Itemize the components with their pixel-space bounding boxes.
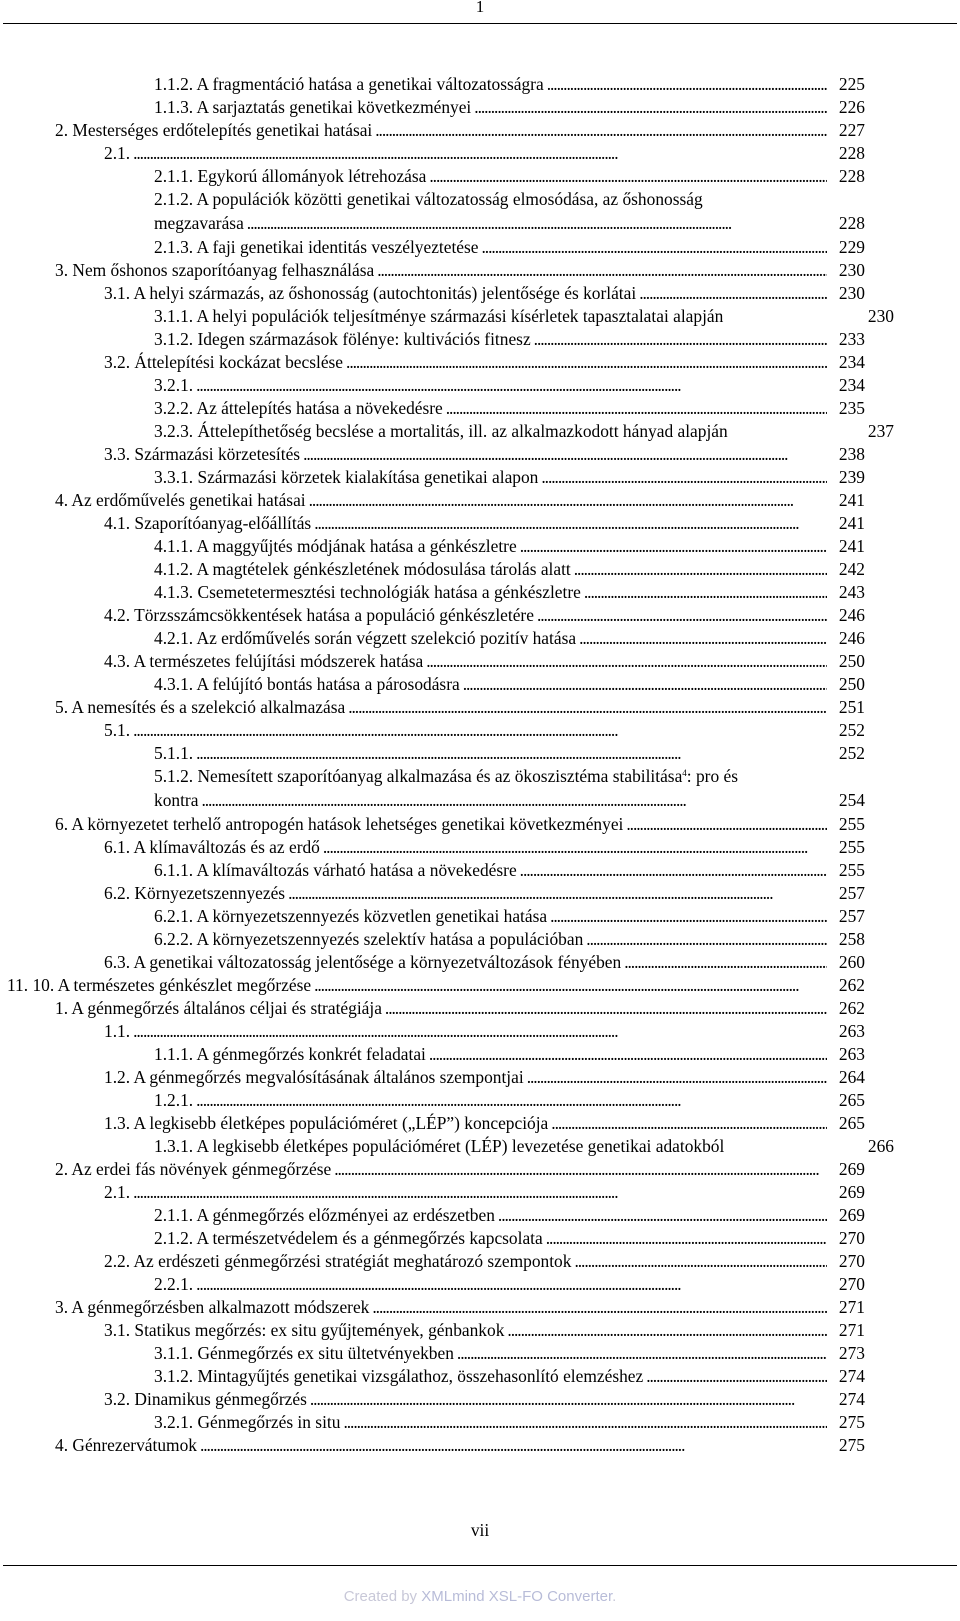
- toc-page-number: 246: [838, 628, 865, 648]
- toc-page-number: 262: [838, 998, 865, 1018]
- toc-entry[interactable]: [55, 1157, 865, 1181]
- toc-entry[interactable]: [154, 373, 865, 397]
- dot-leader: [130, 141, 827, 165]
- toc-page-number: 226: [838, 97, 865, 117]
- toc-entry-line: [154, 211, 865, 235]
- toc-page-number: 271: [838, 1297, 865, 1317]
- toc-entry[interactable]: [154, 465, 865, 489]
- dot-leader: [517, 534, 827, 558]
- toc-entry[interactable]: [154, 327, 865, 351]
- toc-entry[interactable]: [154, 1364, 865, 1388]
- toc-entry[interactable]: [154, 1042, 865, 1066]
- toc-entry[interactable]: [154, 858, 865, 882]
- toc-entry-title: 1. A génmegőrzés általános céljai és stratégiája: [55, 998, 382, 1018]
- toc-entry-title: 6.1.1. A klímaváltozás várható hatása a növekedésre: [154, 860, 517, 880]
- toc-entry[interactable]: [7, 973, 865, 997]
- toc-entry[interactable]: [154, 580, 865, 604]
- toc-entry-title: 3.2. Áttelepítési kockázat becslése: [104, 352, 344, 372]
- toc-page-number: 255: [838, 837, 865, 857]
- dot-leader: [343, 350, 827, 374]
- toc-entry[interactable]: [154, 1203, 865, 1227]
- toc-entry-title: kontra: [154, 790, 199, 810]
- toc-entry-title: 2.2.1.: [154, 1274, 194, 1294]
- toc-entry-title: 2.1.1. Egykorú állományok létrehozása: [154, 166, 427, 186]
- toc-entry-title: 3.2.1.: [154, 375, 194, 395]
- header-rule: [3, 23, 957, 24]
- toc-page-number: 230: [838, 283, 865, 303]
- dot-leader: [320, 835, 827, 859]
- toc-page-number: 239: [838, 467, 865, 487]
- toc-entry-title: 4.2. Törzsszámcsökkentések hatása a populáció génkészletére: [104, 605, 534, 625]
- toc-page-number: 228: [838, 213, 865, 233]
- toc-entry-title: 1.3. A legkisebb életképes populációméret („LÉP”) koncepciója: [104, 1113, 549, 1133]
- dot-leader: [443, 396, 827, 420]
- dot-leader: [548, 1111, 827, 1135]
- dot-leader: [581, 580, 827, 604]
- toc-entry-title: 6.2.1. A környezetszennyezés közvetlen genetikai hatása: [154, 906, 548, 926]
- dot-leader: [340, 1410, 827, 1434]
- toc-entry[interactable]: [154, 187, 865, 235]
- toc-page-number: 233: [838, 329, 865, 349]
- toc-entry-title: 2. Mesterséges erdőtelepítés genetikai hatásai: [55, 120, 373, 140]
- dot-leader: [643, 1364, 827, 1388]
- dot-leader: [426, 164, 827, 188]
- toc-entry-title: 1.1.: [104, 1021, 131, 1041]
- dot-leader: [130, 718, 827, 742]
- toc-page-number: 250: [838, 651, 865, 671]
- toc-entry-title: 2.1.3. A faji genetikai identitás veszélyeztetése: [154, 237, 479, 257]
- dot-leader: [307, 1387, 827, 1411]
- toc-entry-title: 4.1.1. A maggyűjtés módjának hatása a génkészletre: [154, 536, 517, 556]
- toc-page-number: 241: [838, 513, 865, 533]
- toc-entry-title: 5.1.2. Nemesített szaporítóanyag alkalmazása és az ökoszisztéma stabilitása: [154, 766, 683, 786]
- toc-page-number: 255: [838, 814, 865, 834]
- dot-leader: [538, 465, 827, 489]
- toc-entry[interactable]: [55, 488, 865, 512]
- toc-entry[interactable]: [154, 741, 865, 765]
- dot-leader: [534, 603, 827, 627]
- page-footer-number: vii: [470, 1520, 490, 1540]
- dot-leader: [621, 950, 827, 974]
- dot-leader: [300, 442, 827, 466]
- toc-entry-title: 2. Az erdei fás növények génmegőrzése: [55, 1159, 332, 1179]
- toc-entry-title: 3.1. Statikus megőrzés: ex situ gyűjtemények, génbankok: [104, 1320, 505, 1340]
- toc-page-number: 274: [838, 1389, 865, 1409]
- dot-leader: [369, 1295, 827, 1319]
- toc-page-number: 229: [838, 237, 865, 257]
- toc-page-number: 260: [838, 952, 865, 972]
- toc-entry-title: 3.1.1. A helyi populációk teljesítménye származási kísérletek tapasztalatai alapján: [154, 306, 724, 326]
- toc-entry-title: 4.1. Szaporítóanyag-előállítás: [104, 513, 312, 533]
- toc-page-number: 254: [838, 790, 865, 810]
- toc-entry[interactable]: [154, 927, 865, 951]
- dot-leader: [130, 1180, 827, 1204]
- dot-leader: [285, 881, 827, 905]
- toc-entry[interactable]: [104, 1111, 865, 1135]
- dot-leader: [495, 1203, 827, 1227]
- toc-entry-title: 4.2.1. Az erdőművelés során végzett szelekció pozitív hatása: [154, 628, 577, 648]
- toc-entry-title: 4.1.2. A magtételek génkészletének módosulása tárolás alatt: [154, 559, 571, 579]
- toc-entry[interactable]: [154, 1410, 865, 1434]
- toc-entry-title: 1.2.1.: [154, 1090, 194, 1110]
- dot-leader: [198, 788, 827, 812]
- toc-entry-title: 3.1.2. Mintagyűjtés genetikai vizsgálathoz, összehasonlító elemzéshez: [154, 1366, 644, 1386]
- toc-page-number: 257: [838, 883, 865, 903]
- toc-page-number: 270: [838, 1228, 865, 1248]
- toc-page-number: 264: [838, 1067, 865, 1087]
- toc-entry-title: 1.1.3. A sarjaztatás genetikai következményei: [154, 97, 472, 117]
- toc-entry[interactable]: [104, 1318, 865, 1342]
- toc-entry-title: 3. A génmegőrzésben alkalmazott módszerek: [55, 1297, 370, 1317]
- toc-entry-line: [154, 764, 865, 788]
- toc-entry[interactable]: [104, 350, 865, 374]
- toc-entry[interactable]: [154, 1134, 894, 1158]
- toc-page-number: 269: [838, 1205, 865, 1225]
- footnote-marker: 4: [682, 768, 687, 778]
- toc-page-number: 255: [838, 860, 865, 880]
- toc-entry-title: 6.1. A klímaváltozás és az erdő: [104, 837, 320, 857]
- dot-leader: [374, 258, 827, 282]
- dot-leader: [544, 72, 827, 96]
- dot-leader: [193, 373, 827, 397]
- toc-entry-title: 4. Az erdőművelés genetikai hatásai: [55, 490, 306, 510]
- toc-entry-title: 3.2.3. Áttelepíthetőség becslése a mortalitás, ill. az alkalmazkodott hányad alapján: [154, 421, 728, 441]
- toc-page-number: 227: [838, 120, 865, 140]
- toc-page-number: 241: [838, 490, 865, 510]
- dot-leader: [193, 741, 827, 765]
- dot-leader: [576, 626, 827, 650]
- toc-entry-title: 6. A környezetet terhelő antropogén hatások lehetséges genetikai következményei: [55, 814, 624, 834]
- toc-entry-title: 4. Génrezervátumok: [55, 1435, 197, 1455]
- credit-brand: XMLmind XSL-FO Converter: [421, 1588, 613, 1605]
- toc-page-number: 269: [838, 1159, 865, 1179]
- toc-entry-title: 3.1. A helyi származás, az őshonosság (autochtonitás) jelentősége és korlátai: [104, 283, 637, 303]
- toc-entry[interactable]: [154, 396, 865, 420]
- toc-page-number: 270: [838, 1274, 865, 1294]
- toc-entry[interactable]: [154, 1272, 865, 1296]
- toc-entry-title: 4.3.1. A felújító bontás hatása a párosodásra: [154, 674, 460, 694]
- toc-page-number: 263: [838, 1044, 865, 1064]
- toc-page-number: 225: [838, 74, 865, 94]
- toc-page-number: 241: [838, 536, 865, 556]
- toc-page-number: 266: [867, 1136, 894, 1156]
- toc-entry-line: [154, 187, 865, 211]
- dot-leader: [636, 281, 827, 305]
- toc-entry[interactable]: [154, 1341, 865, 1365]
- dot-leader: [311, 511, 827, 535]
- dot-leader: [193, 1088, 827, 1112]
- dot-leader: [547, 904, 827, 928]
- toc-entry-title: 1.3.1. A legkisebb életképes populációméret (LÉP) levezetése genetikai adatokból: [154, 1136, 725, 1156]
- toc-page-number: 228: [838, 166, 865, 186]
- toc-page-number: 274: [838, 1366, 865, 1386]
- toc-page-number: 242: [838, 559, 865, 579]
- toc-entry[interactable]: [104, 281, 865, 305]
- toc-page-number: 252: [838, 720, 865, 740]
- toc-entry[interactable]: [104, 1387, 865, 1411]
- toc-entry-title: 5.1.: [104, 720, 131, 740]
- dot-leader: [306, 488, 827, 512]
- toc-page-number: 237: [867, 421, 894, 441]
- toc-entry[interactable]: [104, 442, 865, 466]
- toc-page-number: 234: [838, 375, 865, 395]
- toc-page-number: 271: [838, 1320, 865, 1340]
- toc-entry[interactable]: [154, 626, 865, 650]
- toc-entry[interactable]: [104, 718, 865, 742]
- toc-page-number: 275: [838, 1435, 865, 1455]
- toc-page-number: 251: [838, 697, 865, 717]
- toc-entry-title: 5. A nemesítés és a szelekció alkalmazása: [55, 697, 346, 717]
- toc-page-number: 234: [838, 352, 865, 372]
- toc-entry[interactable]: [55, 812, 865, 836]
- toc-entry-title: 6.2. Környezetszennyezés: [104, 883, 286, 903]
- toc-page-number: 258: [838, 929, 865, 949]
- toc-entry[interactable]: [55, 996, 865, 1020]
- dot-leader: [244, 211, 827, 235]
- dot-leader: [382, 996, 827, 1020]
- toc-entry[interactable]: [104, 511, 865, 535]
- toc-page-number: 238: [838, 444, 865, 464]
- toc-entry-title: 3.2.1. Génmegőrzés in situ: [154, 1412, 341, 1432]
- toc-page-number: 262: [838, 975, 865, 995]
- toc-page-number: 265: [838, 1090, 865, 1110]
- dot-leader: [583, 927, 827, 951]
- toc-entry-title: 2.1.2. A populációk közötti genetikai változatosság elmosódása, az őshonosság: [154, 189, 703, 209]
- toc-page-number: 263: [838, 1021, 865, 1041]
- toc-page-number: 275: [838, 1412, 865, 1432]
- toc-entry-title: 3.3. Származási körzetesítés: [104, 444, 301, 464]
- toc-page-number: 252: [838, 743, 865, 763]
- toc-page-number: 243: [838, 582, 865, 602]
- toc-entry[interactable]: [55, 695, 865, 719]
- dot-leader: [524, 1065, 827, 1089]
- dot-leader: [460, 672, 827, 696]
- dot-leader: [543, 1226, 827, 1250]
- toc-entry[interactable]: [154, 1226, 865, 1250]
- dot-leader: [454, 1341, 827, 1365]
- toc-entry[interactable]: [104, 649, 865, 673]
- toc-entry-title: 3.2. Dinamikus génmegőrzés: [104, 1389, 307, 1409]
- toc-entry[interactable]: [104, 1180, 865, 1204]
- toc-entry[interactable]: [154, 419, 894, 443]
- toc-entry[interactable]: [104, 603, 865, 627]
- toc-entry[interactable]: [104, 141, 865, 165]
- toc-page-number: 250: [838, 674, 865, 694]
- dot-leader: [345, 695, 827, 719]
- dot-leader: [426, 1042, 827, 1066]
- dot-leader: [193, 1272, 827, 1296]
- toc-page-number: 273: [838, 1343, 865, 1363]
- dot-leader: [623, 812, 827, 836]
- toc-entry[interactable]: [104, 1019, 865, 1043]
- toc-entry-title: 2.1.: [104, 1182, 131, 1202]
- dot-leader: [423, 649, 827, 673]
- toc-entry-title: 3.1.1. Génmegőrzés ex situ ültetvényekben: [154, 1343, 454, 1363]
- toc-page-number: 235: [838, 398, 865, 418]
- toc-entry-title: 11. 10. A természetes génkészlet megőrzése: [7, 975, 312, 995]
- toc-entry[interactable]: [55, 1295, 865, 1319]
- toc-entry-title: 5.1.1.: [154, 743, 194, 763]
- toc-entry[interactable]: [154, 1088, 865, 1112]
- toc-entry-title: 2.1.1. A génmegőrzés előzményei az erdészetben: [154, 1205, 495, 1225]
- toc-entry[interactable]: [154, 95, 865, 119]
- dot-leader: [517, 858, 827, 882]
- dot-leader: [130, 1019, 827, 1043]
- toc-entry-title: 2.1.: [104, 143, 131, 163]
- dot-leader: [504, 1318, 827, 1342]
- toc-entry-title: 6.2.2. A környezetszennyezés szelektív hatása a populációban: [154, 929, 584, 949]
- page-header-number: 1: [475, 0, 485, 16]
- toc-entry[interactable]: [154, 672, 865, 696]
- toc-entry[interactable]: [55, 258, 865, 282]
- toc-page-number: 246: [838, 605, 865, 625]
- converter-credit: [0, 1588, 960, 1605]
- toc-entry[interactable]: [104, 1065, 865, 1089]
- footer-rule: [3, 1565, 957, 1566]
- toc-entry-title: 2.2. Az erdészeti génmegőrzési stratégiát meghatározó szempontok: [104, 1251, 572, 1271]
- toc-entry-title: 4.3. A természetes felújítási módszerek hatása: [104, 651, 424, 671]
- toc-page-number: 228: [838, 143, 865, 163]
- toc-entry[interactable]: [154, 235, 865, 259]
- toc-entry-title-cont: : pro és: [686, 766, 738, 786]
- dot-leader: [479, 235, 827, 259]
- toc-entry-title: 2.1.2. A természetvédelem és a génmegőrzés kapcsolata: [154, 1228, 543, 1248]
- toc-entry[interactable]: [104, 881, 865, 905]
- toc-entry[interactable]: [104, 1249, 865, 1273]
- toc-entry-title: megzavarása: [154, 213, 244, 233]
- dot-leader: [531, 327, 827, 351]
- toc-entry-title: 4.1.3. Csemetetermesztési technológiák hatása a génkészletre: [154, 582, 581, 602]
- dot-leader: [197, 1433, 827, 1457]
- toc-entry[interactable]: [154, 764, 865, 812]
- toc-entry-title: 3.1.2. Idegen származások fölénye: kultivációs fitnesz: [154, 329, 531, 349]
- toc-entry[interactable]: [154, 304, 894, 328]
- toc-entry-title: 1.2. A génmegőrzés megvalósításának általános szempontjai: [104, 1067, 524, 1087]
- toc-entry-title: 6.3. A genetikai változatosság jelentősége a környezetváltozások fényében: [104, 952, 622, 972]
- toc-entry[interactable]: [154, 904, 865, 928]
- toc-entry[interactable]: [154, 557, 865, 581]
- credit-prefix: Created by: [343, 1588, 422, 1605]
- toc-entry-title: 3.3.1. Származási körzetek kialakítása genetikai alapon: [154, 467, 539, 487]
- dot-leader: [311, 973, 827, 997]
- toc-entry-title: 3.2.2. Az áttelepítés hatása a növekedésre: [154, 398, 443, 418]
- toc-entry[interactable]: [104, 835, 865, 859]
- toc-entry-title: 1.1.2. A fragmentáció hatása a genetikai változatosságra: [154, 74, 544, 94]
- toc-entry[interactable]: [154, 164, 865, 188]
- dot-leader: [471, 95, 827, 119]
- dot-leader: [331, 1157, 827, 1181]
- toc-page-number: 230: [867, 306, 894, 326]
- toc-entry[interactable]: [154, 72, 865, 96]
- credit-suffix: .: [612, 1588, 617, 1605]
- toc-entry[interactable]: [55, 1433, 865, 1457]
- toc-entry-line: [154, 788, 865, 812]
- toc-entry[interactable]: [55, 118, 865, 142]
- dot-leader: [571, 1249, 827, 1273]
- toc-page-number: 270: [838, 1251, 865, 1271]
- toc-page-number: 257: [838, 906, 865, 926]
- toc-entry[interactable]: [154, 534, 865, 558]
- toc-entry[interactable]: [104, 950, 865, 974]
- toc-entry-title: 1.1.1. A génmegőrzés konkrét feladatai: [154, 1044, 426, 1064]
- dot-leader: [372, 118, 827, 142]
- toc-page-number: 269: [838, 1182, 865, 1202]
- dot-leader: [571, 557, 827, 581]
- toc-page-number: 265: [838, 1113, 865, 1133]
- toc-page-number: 230: [838, 260, 865, 280]
- toc-entry-title: 3. Nem őshonos szaporítóanyag felhasználása: [55, 260, 375, 280]
